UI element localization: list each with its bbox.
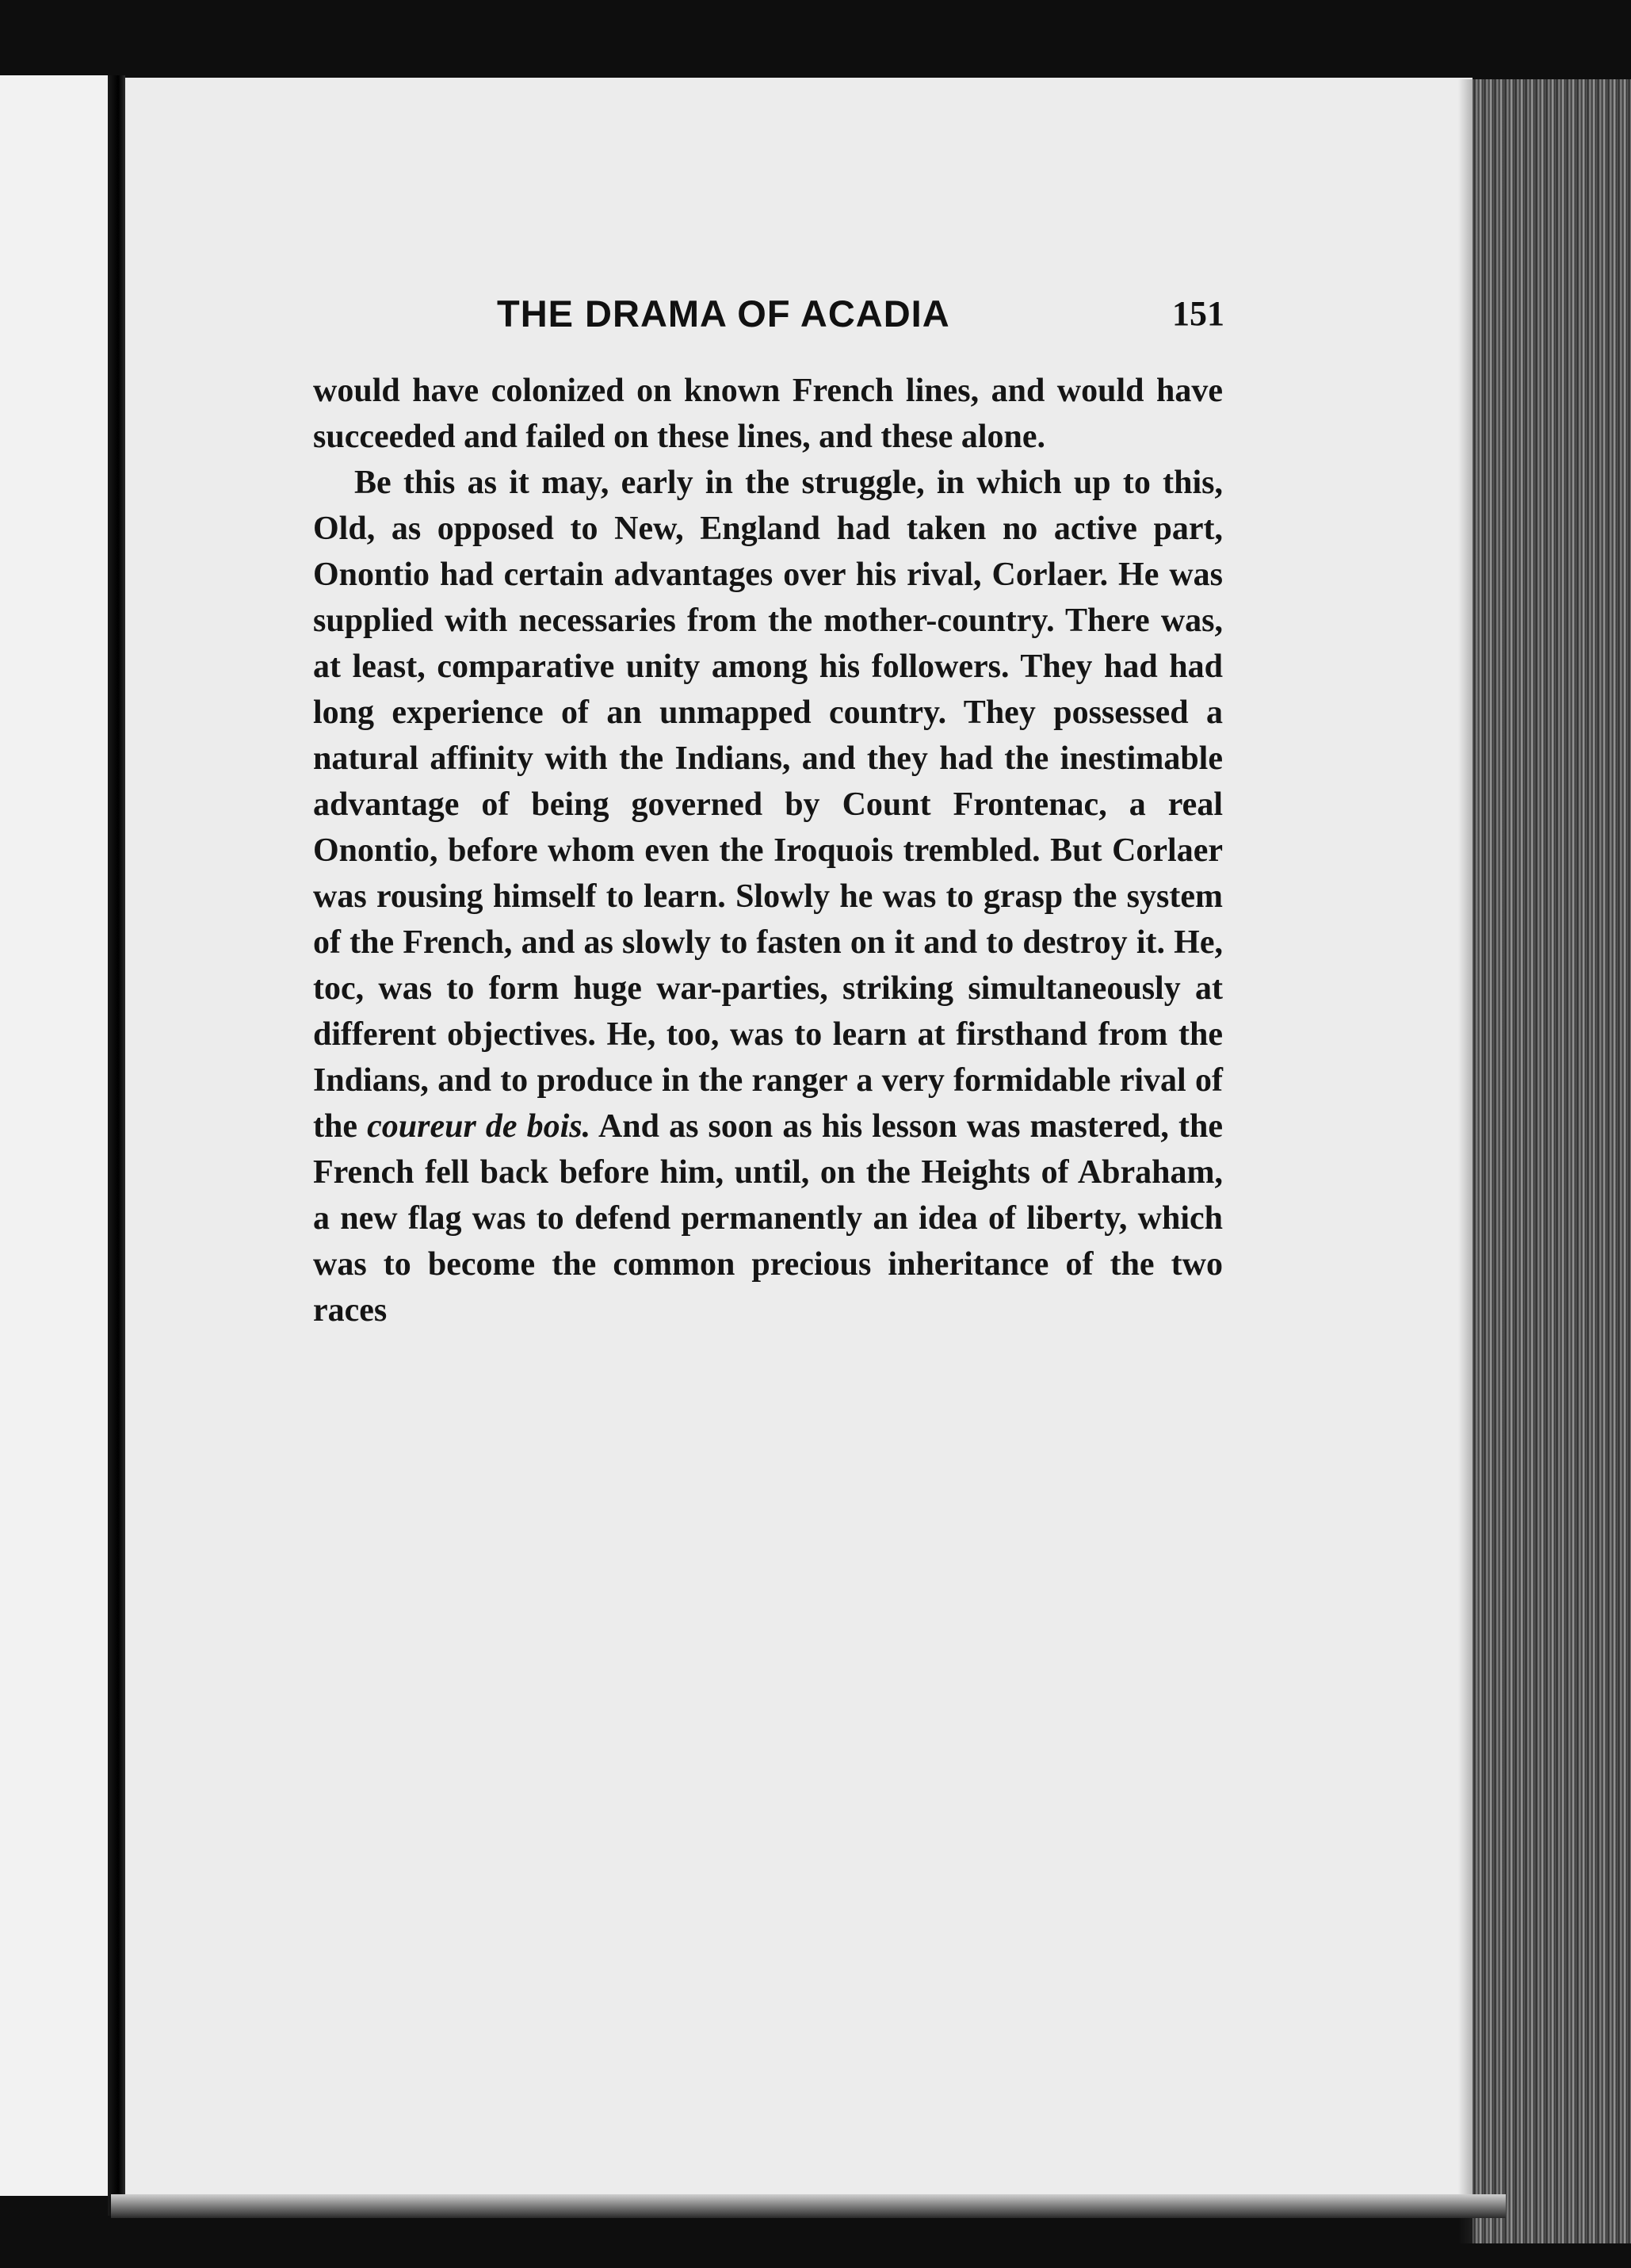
italic-phrase: coureur de bois. [367,1108,591,1145]
page-number: 151 [1172,294,1224,333]
running-header [313,292,1224,347]
bottom-page-edge [111,2194,1506,2218]
running-title: THE DRAMA OF ACADIA [497,293,950,335]
paragraph-2-part-1: Be this as it may, early in the struggle, in which up to this, Old, as opposed to New, England had taken no active part, Onontio had certain advantages over his rival, Corlaer. He was supplied with necessaries from the mother-country. There was, at least, comparative unity among his followers. They had had long experience of an unmapped country. They possessed a natural affinity with the Indians, and they had the inestimable advantage of being governed by Count Frontenac, a real Onontio, before whom even the Iroquois trembled. But Corlaer was rousing himself to learn. Slowly he was to grasp the system of the French, and as slowly to fasten on it and to destroy it. He, toc, was to form huge war-parties, striking simultaneously at different objectives. He, too, was to learn at firsthand from the Indians, and to produce in the ranger a very formidable rival of the [313,465,1223,1145]
facing-page-edge [0,75,111,2196]
binding-gutter [108,75,125,2216]
body-text [313,368,1223,1333]
paragraph-2-part-2: And as soon as his lesson was mastered, the French fell back before him, until, on the Heights of Abraham, a new flag was to defend permanently an idea of liberty, which was to become the common precious inheritance of the two races [313,1108,1223,1329]
paragraph-2 [313,460,1223,1333]
fore-edge-pages [1472,79,1631,2243]
paragraph-1: would have colonized on known French lines, and would have succeeded and failed on these lines, and these alone. [313,373,1223,455]
